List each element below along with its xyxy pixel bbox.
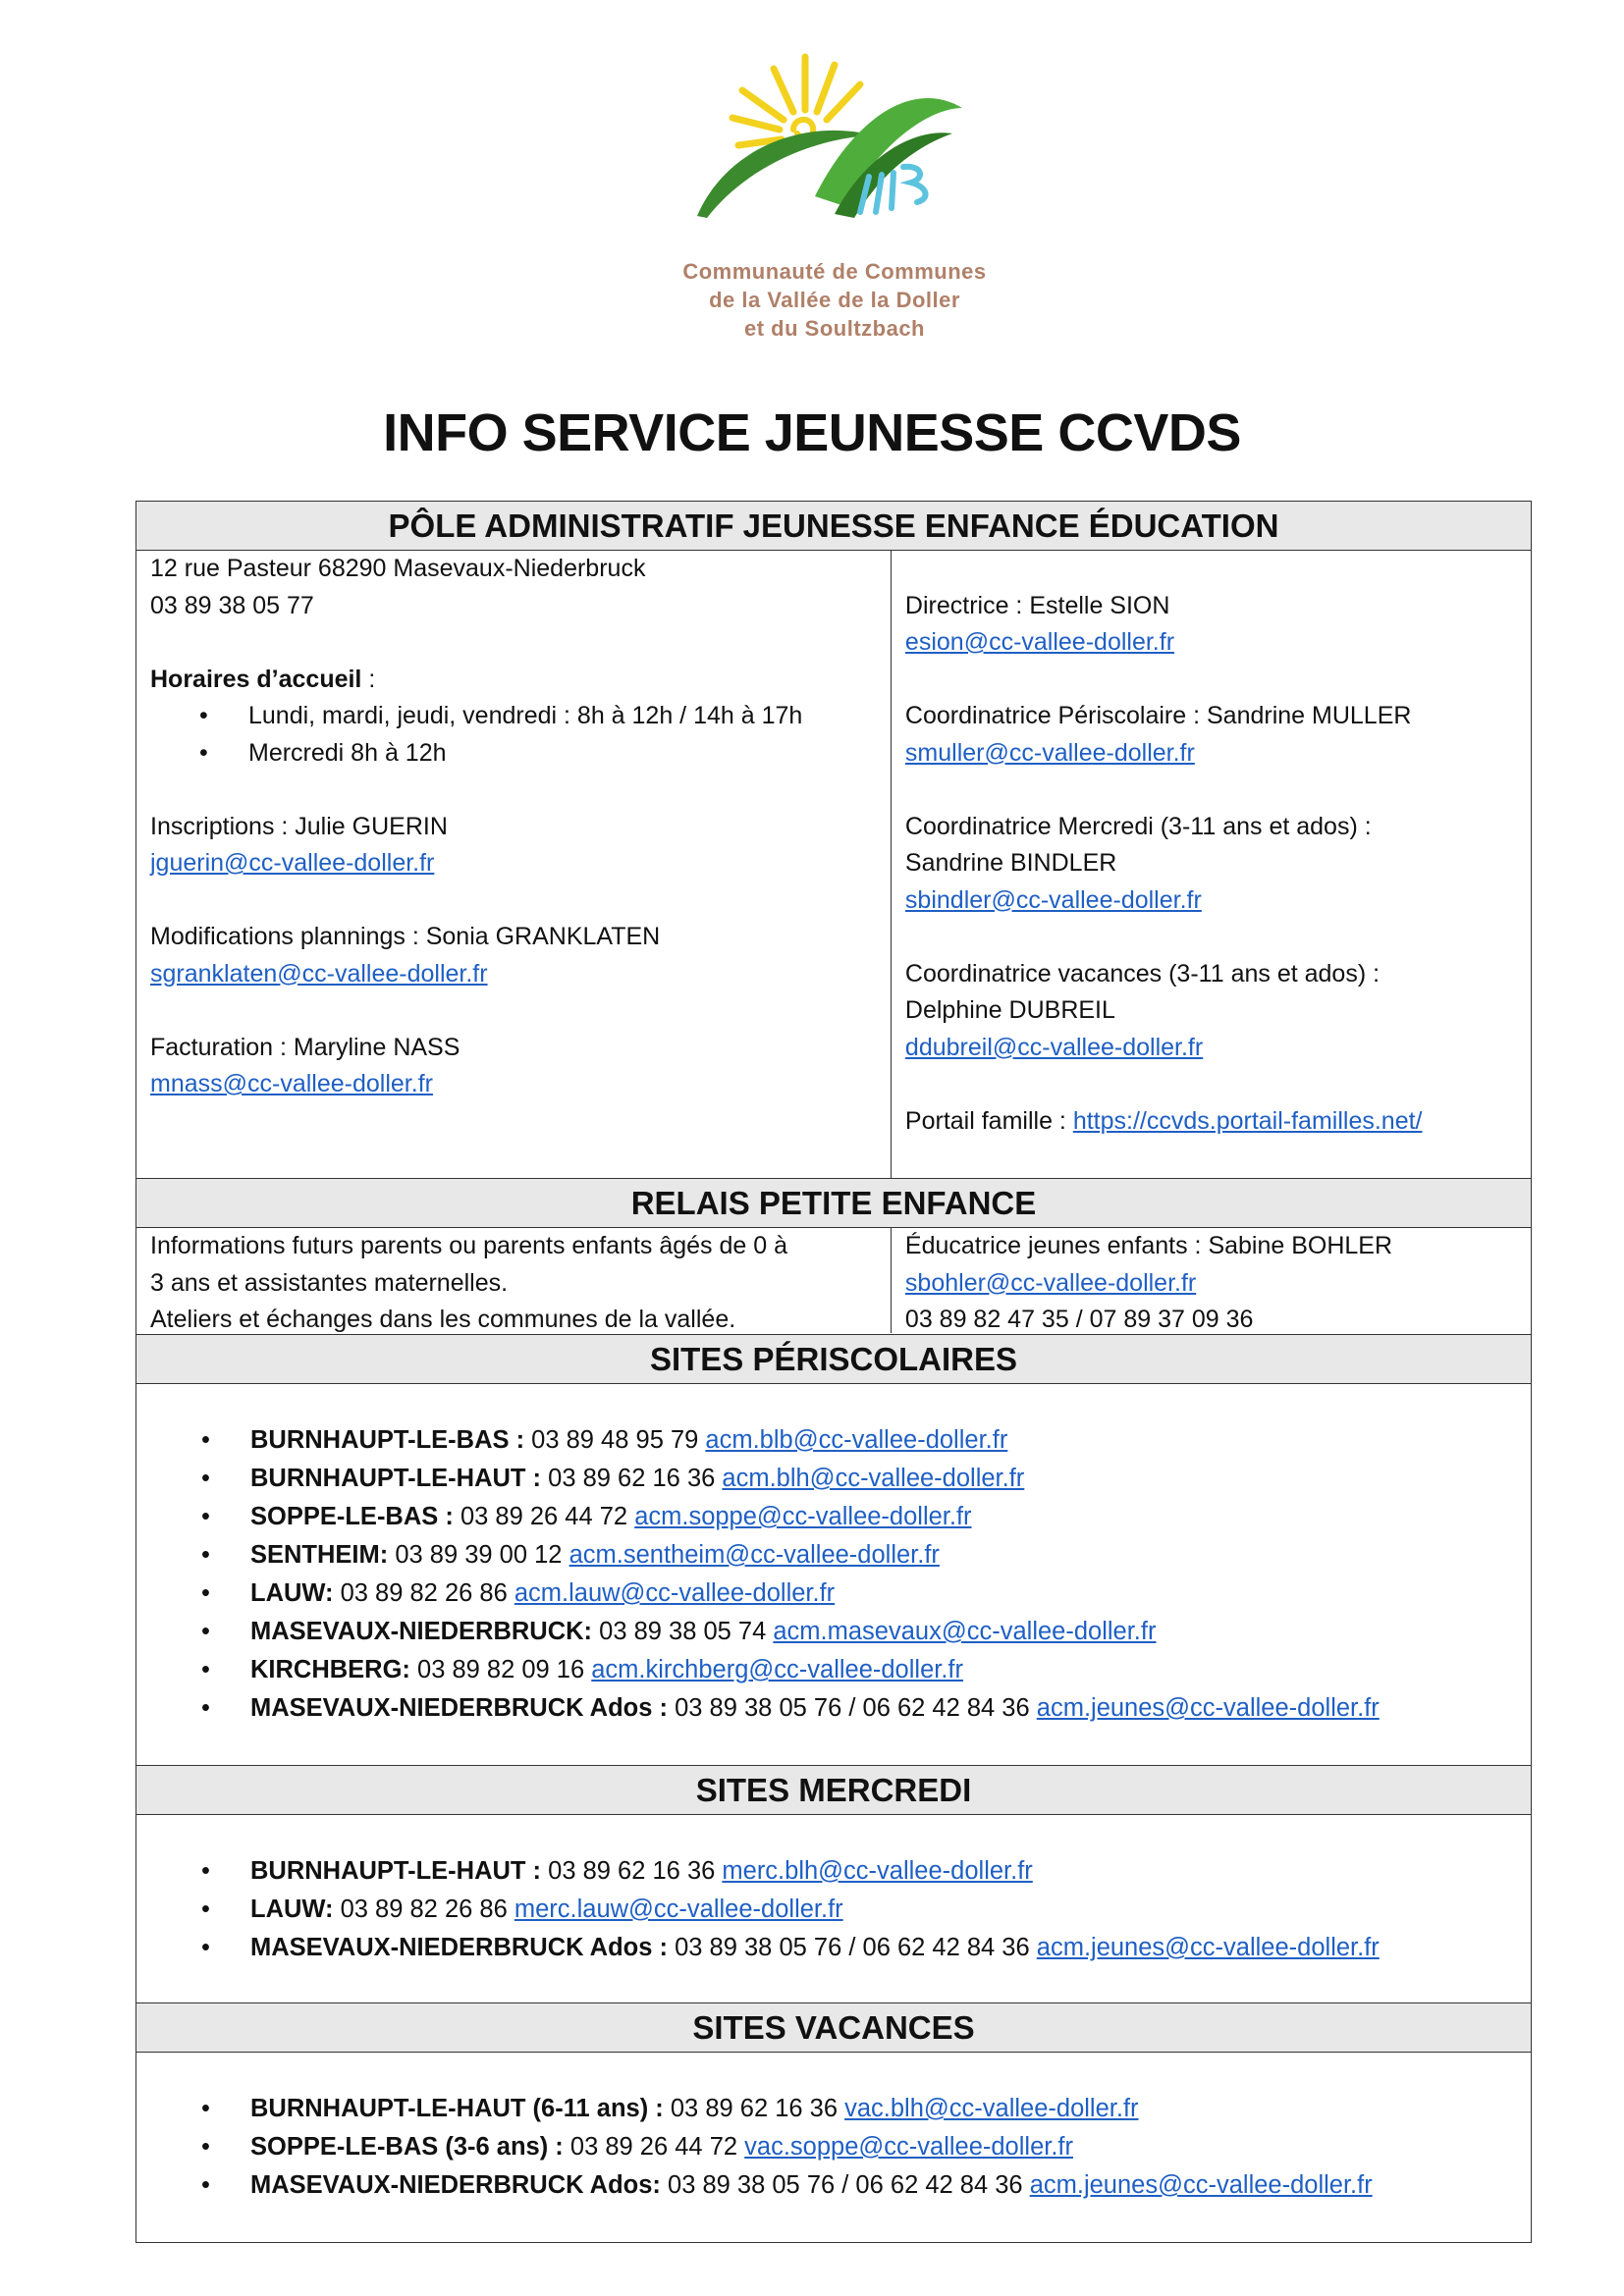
modifications-label: Modifications plannings : Sonia GRANKLATEN	[150, 923, 661, 950]
site-item: • BURNHAUPT-LE-HAUT : 03 89 62 16 36 acm.blh@cc-vallee-doller.fr	[201, 1460, 1531, 1498]
site-item: • MASEVAUX-NIEDERBRUCK: 03 89 38 05 74 acm.masevaux@cc-vallee-doller.fr	[201, 1613, 1531, 1651]
inscriptions-label: Inscriptions : Julie GUERIN	[150, 812, 448, 840]
pole-relais-box	[135, 501, 1532, 1335]
site-item: • KIRCHBERG: 03 89 82 09 16 acm.kirchberg@cc-vallee-doller.fr	[201, 1651, 1531, 1689]
coord-peri-email-link[interactable]: smuller@cc-vallee-doller.fr	[904, 738, 1195, 767]
periscolaires-heading: SITES PÉRISCOLAIRES	[136, 1335, 1531, 1384]
inscriptions-email-link[interactable]: jguerin@cc-vallee-doller.fr	[150, 849, 435, 877]
coord-merc-name: Sandrine BINDLER	[904, 849, 1117, 877]
hours-item: • Mercredi 8h à 12h	[199, 735, 877, 773]
site-item: • LAUW: 03 89 82 26 86 acm.lauw@cc-vallee-doller.fr	[201, 1575, 1531, 1613]
periscolaires-list	[136, 1384, 1531, 1728]
site-email-link[interactable]: acm.jeunes@cc-vallee-doller.fr	[1036, 1694, 1380, 1722]
site-item: • SOPPE-LE-BAS (3-6 ans) : 03 89 26 44 72 vac.soppe@cc-vallee-doller.fr	[201, 2128, 1531, 2166]
site-item: • SENTHEIM: 03 89 39 00 12 acm.sentheim@cc-vallee-doller.fr	[201, 1536, 1531, 1575]
site-email-link[interactable]: merc.lauw@cc-vallee-doller.fr	[514, 1896, 843, 1923]
site-item: • LAUW: 03 89 82 26 86 merc.lauw@cc-vallee-doller.fr	[201, 1891, 1531, 1929]
relais-heading: RELAIS PETITE ENFANCE	[136, 1179, 1531, 1228]
relais-info-line-2: 3 ans et assistantes maternelles.	[150, 1268, 509, 1297]
relais-info-line-1: Informations futurs parents ou parents enfants âgés de 0 à	[150, 1232, 788, 1259]
coord-peri-label: Coordinatrice Périscolaire : Sandrine MULLER	[904, 702, 1412, 729]
site-email-link[interactable]: acm.jeunes@cc-vallee-doller.fr	[1036, 1934, 1380, 1961]
periscolaires-box	[135, 1334, 1532, 1766]
logo-graphic	[668, 39, 1001, 250]
relais-left-column	[136, 1228, 892, 1333]
org-name-line-3: et du Soultzbach	[744, 316, 925, 341]
site-email-link[interactable]: acm.blb@cc-vallee-doller.fr	[705, 1426, 1008, 1454]
site-email-link[interactable]: acm.blh@cc-vallee-doller.fr	[722, 1465, 1025, 1492]
site-email-link[interactable]: acm.kirchberg@cc-vallee-doller.fr	[591, 1656, 964, 1683]
coord-vac-name: Delphine DUBREIL	[904, 996, 1115, 1024]
coord-vac-email-link[interactable]: ddubreil@cc-vallee-doller.fr	[904, 1033, 1204, 1061]
org-name-line-2: de la Vallée de la Doller	[709, 288, 960, 312]
hours-heading	[150, 662, 877, 699]
site-email-link[interactable]: vac.soppe@cc-vallee-doller.fr	[744, 2133, 1074, 2161]
pole-phone: 03 89 38 05 77	[150, 591, 314, 619]
vacances-heading: SITES VACANCES	[136, 2003, 1531, 2053]
pole-left-column	[136, 551, 892, 1178]
page-title: INFO SERVICE JEUNESSE CCVDS	[383, 403, 1241, 462]
site-email-link[interactable]: acm.lauw@cc-vallee-doller.fr	[514, 1579, 836, 1607]
site-item: • BURNHAUPT-LE-HAUT (6-11 ans) : 03 89 62 16 36 vac.blh@cc-vallee-doller.fr	[201, 2090, 1531, 2128]
directrice-email-link[interactable]: esion@cc-vallee-doller.fr	[904, 628, 1175, 656]
relais-email-link[interactable]: sbohler@cc-vallee-doller.fr	[904, 1268, 1197, 1297]
site-item: • SOPPE-LE-BAS : 03 89 26 44 72 acm.soppe@cc-vallee-doller.fr	[201, 1498, 1531, 1536]
modifications-email-link[interactable]: sgranklaten@cc-vallee-doller.fr	[150, 959, 488, 988]
mercredi-list	[136, 1815, 1531, 1967]
ccvds-logo	[628, 39, 1041, 363]
org-name-line-1: Communauté de Communes	[682, 259, 987, 284]
site-item: • BURNHAUPT-LE-BAS : 03 89 48 95 79 acm.blb@cc-vallee-doller.fr	[201, 1421, 1531, 1460]
hours-list	[150, 698, 877, 772]
site-item: • BURNHAUPT-LE-HAUT : 03 89 62 16 36 merc.blh@cc-vallee-doller.fr	[201, 1852, 1531, 1891]
mercredi-box	[135, 1765, 1532, 2003]
relais-phones: 03 89 82 47 35 / 07 89 37 09 36	[904, 1306, 1254, 1333]
site-item: • MASEVAUX-NIEDERBRUCK Ados: 03 89 38 05 76 / 06 62 42 84 36 acm.jeunes@cc-vallee-doller.fr	[201, 2166, 1531, 2205]
facturation-email-link[interactable]: mnass@cc-vallee-doller.fr	[150, 1070, 433, 1097]
site-email-link[interactable]: acm.jeunes@cc-vallee-doller.fr	[1029, 2171, 1373, 2199]
hours-label-suffix: :	[361, 665, 376, 693]
relais-educatrice: Éducatrice jeunes enfants : Sabine BOHLER	[904, 1232, 1393, 1259]
pole-address: 12 rue Pasteur 68290 Masevaux-Niederbruck	[150, 555, 646, 582]
facturation-label: Facturation : Maryline NASS	[150, 1033, 460, 1061]
mercredi-heading: SITES MERCREDI	[136, 1766, 1531, 1815]
coord-merc-label: Coordinatrice Mercredi (3-11 ans et ados) :	[904, 812, 1372, 840]
site-item: • MASEVAUX-NIEDERBRUCK Ados : 03 89 38 05 76 / 06 62 42 84 36 acm.jeunes@cc-vallee-doller.fr	[201, 1929, 1531, 1967]
relais-right-column	[892, 1228, 1531, 1333]
relais-info-line-3: Ateliers et échanges dans les communes de la vallée.	[150, 1306, 736, 1333]
site-email-link[interactable]: acm.soppe@cc-vallee-doller.fr	[634, 1503, 972, 1530]
vacances-box	[135, 2002, 1532, 2243]
site-email-link[interactable]: merc.blh@cc-vallee-doller.fr	[722, 1857, 1033, 1885]
site-email-link[interactable]: vac.blh@cc-vallee-doller.fr	[844, 2095, 1139, 2122]
portail-link[interactable]: https://ccvds.portail-familles.net/	[1072, 1106, 1423, 1135]
site-email-link[interactable]: acm.sentheim@cc-vallee-doller.fr	[568, 1541, 940, 1569]
pole-right-column	[892, 551, 1531, 1178]
coord-merc-email-link[interactable]: sbindler@cc-vallee-doller.fr	[904, 885, 1202, 914]
hours-item: • Lundi, mardi, jeudi, vendredi : 8h à 12h / 14h à 17h	[199, 698, 877, 735]
vacances-list	[136, 2053, 1531, 2205]
pole-heading: PÔLE ADMINISTRATIF JEUNESSE ENFANCE ÉDUCATION	[136, 502, 1531, 551]
hours-label: Horaires d’accueil	[150, 665, 362, 693]
site-email-link[interactable]: acm.masevaux@cc-vallee-doller.fr	[773, 1618, 1157, 1645]
site-item: • MASEVAUX-NIEDERBRUCK Ados : 03 89 38 05 76 / 06 62 42 84 36 acm.jeunes@cc-vallee-doller.fr	[201, 1689, 1531, 1728]
coord-vac-label: Coordinatrice vacances (3-11 ans et ados) :	[904, 959, 1380, 988]
portail-label: Portail famille :	[904, 1106, 1073, 1135]
directrice-label: Directrice : Estelle SION	[904, 591, 1170, 619]
